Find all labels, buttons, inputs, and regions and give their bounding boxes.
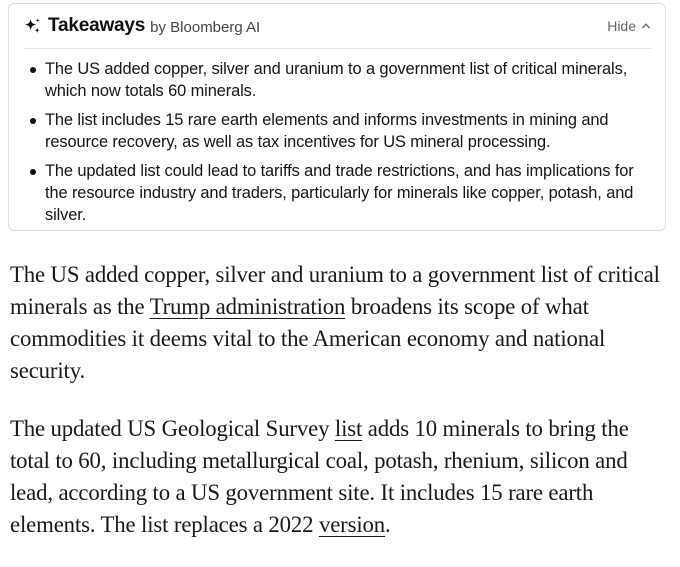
takeaways-byline: by Bloomberg AI xyxy=(150,18,261,36)
takeaways-list xyxy=(28,58,648,233)
takeaway-item: The list includes 15 rare earth elements and informs investments in mining and resource recovery, as well as tax incentives for US mineral processing. xyxy=(28,109,648,153)
article-paragraph xyxy=(10,413,670,541)
paragraph-text: adds 10 minerals to bring the total to 60, including metallurgical coal, potash, rhenium, silicon and lead, according to a US government site. It includes 15 rare earth elements. The list replaces a 2022 xyxy=(10,416,629,537)
hide-button[interactable] xyxy=(607,18,651,34)
paragraph-text: The US added copper, silver and uranium to a government list of critical minerals as the xyxy=(10,262,660,319)
takeaways-panel xyxy=(8,3,666,231)
paragraph-text: The updated US Geological Survey xyxy=(10,416,335,441)
takeaway-item: The US added copper, silver and uranium to a government list of critical minerals, which now totals 60 minerals. xyxy=(28,58,648,102)
takeaways-header xyxy=(23,4,651,49)
paragraph-text: . xyxy=(385,512,391,537)
article-paragraph xyxy=(10,259,670,387)
article-body xyxy=(10,259,670,567)
list-link[interactable]: list xyxy=(334,416,363,441)
takeaway-item: The updated list could lead to tariffs and trade restrictions, and has implications for the resource industry and traders, particularly for minerals like copper, potash, and silver. xyxy=(28,160,648,226)
sparkle-icon xyxy=(23,17,42,36)
hide-label: Hide xyxy=(607,18,636,34)
takeaways-title: Takeaways xyxy=(48,15,146,36)
chevron-up-icon xyxy=(641,21,651,31)
trump-administration-link[interactable]: Trump administration xyxy=(149,294,346,319)
version-link[interactable]: version xyxy=(318,512,386,537)
paragraph-text: broadens its scope of what commodities it deems vital to the American economy and national security. xyxy=(10,294,606,383)
